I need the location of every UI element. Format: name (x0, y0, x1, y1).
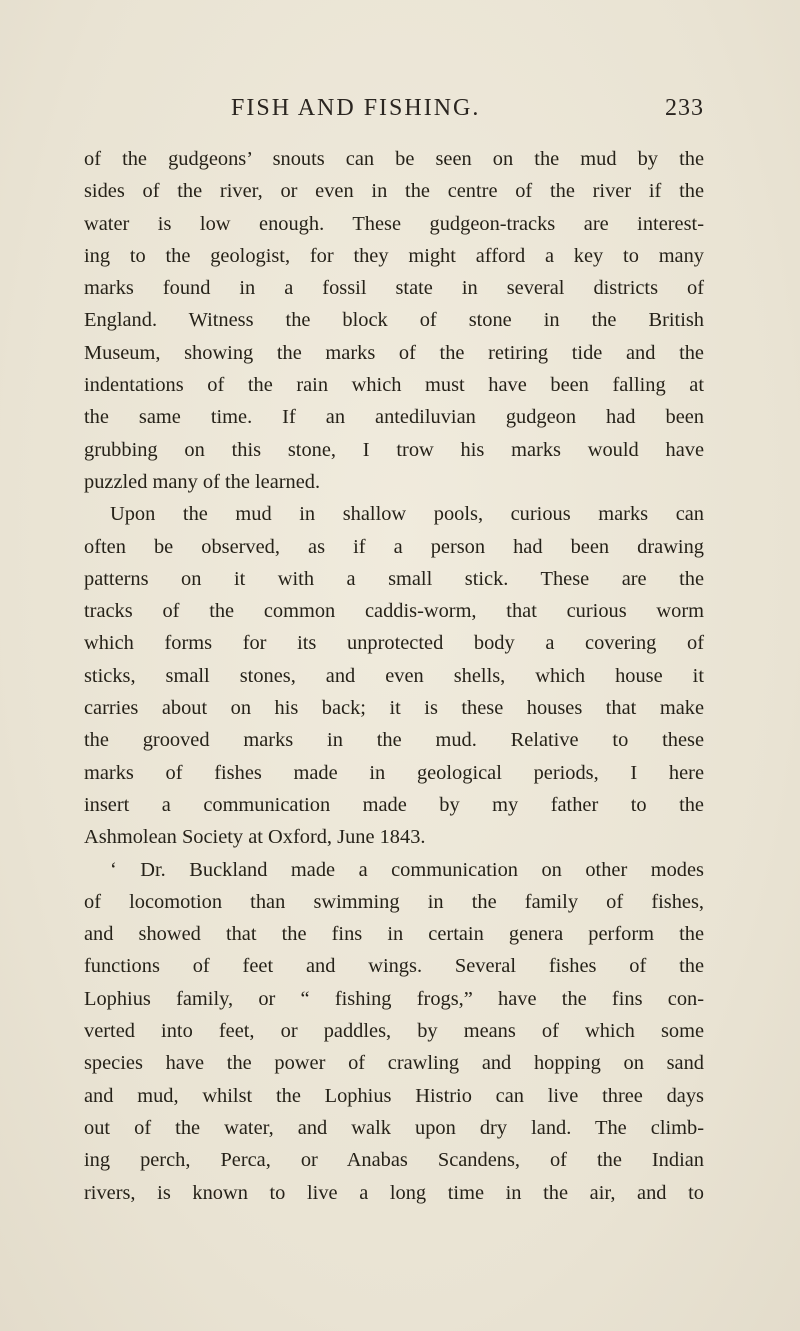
text-line: marks of fishes made in geological periods, I here (84, 761, 704, 784)
text-line: tracks of the common caddis-worm, that curious worm (84, 600, 704, 623)
text-line-paragraph-end: Ashmolean Society at Oxford, June 1843. (84, 826, 426, 849)
page-number: 233 (665, 95, 704, 121)
text-line: of the gudgeons’ snouts can be seen on the mud by the (84, 148, 704, 170)
text-line: water is low enough. These gudgeon-tracks are interest- (84, 212, 704, 235)
text-line: the same time. If an antediluvian gudgeon had been (84, 406, 704, 429)
text-line: often be observed, as if a person had been drawing (84, 535, 704, 558)
text-line: Museum, showing the marks of the retiring tide and the (84, 341, 704, 364)
running-head: FISH AND FISHING. (231, 95, 481, 121)
text-line: sticks, small stones, and even shells, which house it (84, 664, 704, 687)
text-line-paragraph-start: Upon the mud in shallow pools, curious marks can (110, 503, 704, 526)
text-line: sides of the river, or even in the centre of the river if the (84, 180, 704, 203)
body-text (84, 143, 704, 1209)
text-line-paragraph-start: ‘ Dr. Buckland made a communication on other modes (110, 858, 704, 881)
text-line-paragraph-end: puzzled many of the learned. (84, 470, 321, 493)
text-line: ing perch, Perca, or Anabas Scandens, of the Indian (84, 1149, 704, 1172)
text-line: functions of feet and wings. Several fishes of the (84, 955, 704, 978)
text-line: carries about on his back; it is these houses that make (84, 697, 704, 720)
text-line: patterns on it with a small stick. These are the (84, 567, 704, 590)
text-line: England. Witness the block of stone in the British (84, 309, 704, 332)
text-line: grubbing on this stone, I trow his marks would have (84, 438, 704, 461)
text-line: of locomotion than swimming in the family of fishes, (84, 890, 704, 913)
text-line: out of the water, and walk upon dry land. The climb- (84, 1116, 704, 1139)
page-header (84, 95, 704, 135)
text-line: insert a communication made by my father to the (84, 793, 704, 816)
text-line: Lophius family, or “ fishing frogs,” have the fins con- (84, 987, 704, 1010)
text-line: ing to the geologist, for they might afford a key to many (84, 244, 704, 267)
text-line: and mud, whilst the Lophius Histrio can live three days (84, 1084, 704, 1107)
text-line: and showed that the fins in certain genera perform the (84, 923, 704, 946)
text-line: the grooved marks in the mud. Relative to these (84, 729, 704, 752)
text-line: verted into feet, or paddles, by means of which some (84, 1020, 704, 1043)
text-line: indentations of the rain which must have been falling at (84, 374, 704, 397)
text-line: rivers, is known to live a long time in the air, and to (84, 1181, 704, 1204)
text-line: which forms for its unprotected body a covering of (84, 632, 704, 655)
text-line: species have the power of crawling and hopping on sand (84, 1052, 704, 1075)
text-line: marks found in a fossil state in several districts of (84, 277, 704, 300)
